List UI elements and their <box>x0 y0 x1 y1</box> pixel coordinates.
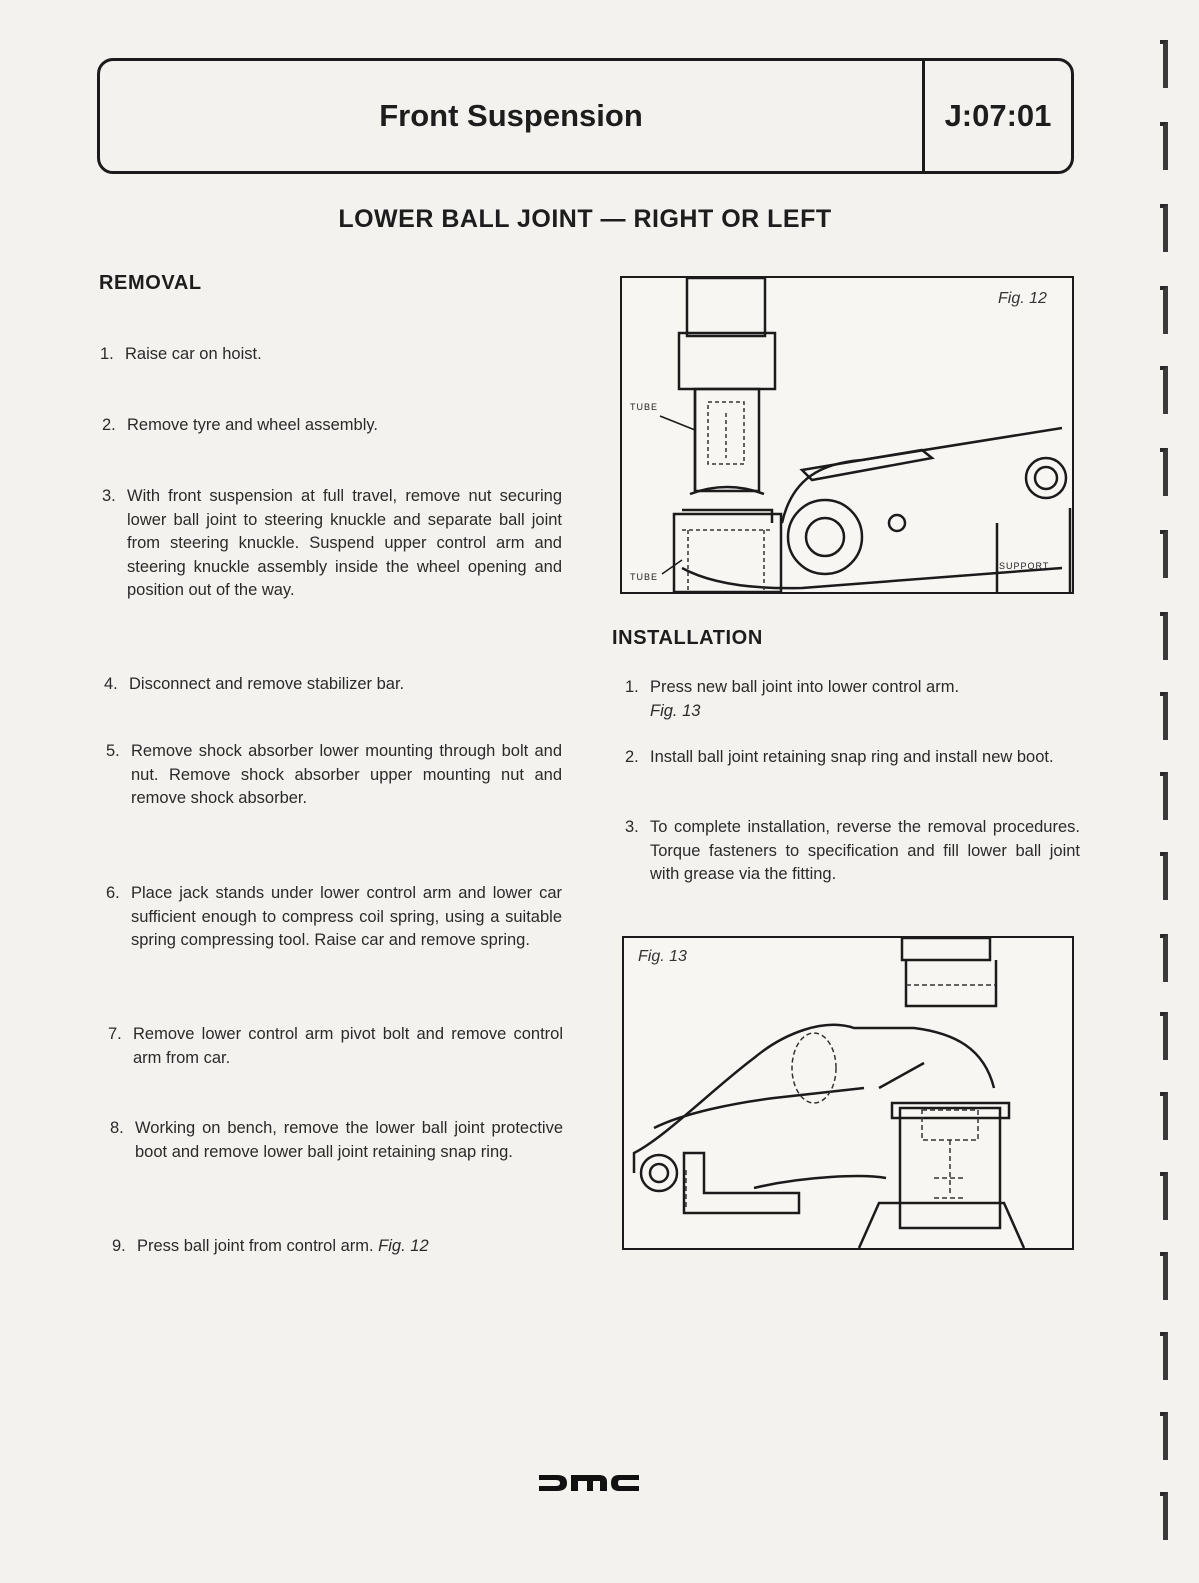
ball-joint-removal-illustration <box>622 278 1072 592</box>
step-text: Remove tyre and wheel assembly. <box>127 416 378 434</box>
binder-tab <box>1160 1412 1168 1460</box>
step-text: Raise car on hoist. <box>125 345 262 363</box>
binder-tab <box>1160 612 1168 660</box>
step-number: 1. <box>625 678 639 696</box>
step-text: Install ball joint retaining snap ring and install new boot. <box>650 748 1054 766</box>
step-text: To complete installation, reverse the removal procedures. Torque fasteners to specification and fill lower ball joint with grease via the fitting. <box>650 818 1080 883</box>
section-code: J:07:01 <box>944 98 1052 133</box>
binder-tab <box>1160 692 1168 740</box>
ball-joint-installation-illustration <box>624 938 1072 1248</box>
step-number: 8. <box>110 1119 124 1137</box>
binder-tab <box>1160 448 1168 496</box>
removal-step <box>108 1023 563 1070</box>
step-number: 7. <box>108 1025 122 1043</box>
binder-tab <box>1160 40 1168 88</box>
step-number: 3. <box>625 818 639 836</box>
installation-step <box>625 676 1080 723</box>
binder-tab <box>1160 1012 1168 1060</box>
step-number: 1. <box>100 345 114 363</box>
binder-tab <box>1160 1492 1168 1540</box>
binder-tab <box>1160 934 1168 982</box>
removal-step <box>100 343 562 367</box>
installation-step <box>625 746 1080 770</box>
figure-12 <box>620 276 1074 594</box>
binder-tab <box>1160 1172 1168 1220</box>
step-text: Working on bench, remove the lower ball joint protective boot and remove lower ball joint retaining snap ring. <box>135 1119 563 1161</box>
step-text: Place jack stands under lower control arm and lower car sufficient enough to compress coil spring, using a suitable spring compressing tool. Raise car and remove spring. <box>131 884 562 949</box>
removal-step <box>106 740 562 811</box>
binder-tab <box>1160 1332 1168 1380</box>
removal-step <box>102 414 562 438</box>
removal-step <box>112 1235 563 1259</box>
removal-step <box>106 882 562 953</box>
support-callout: SUPPORT <box>999 561 1050 571</box>
figure-13 <box>622 936 1074 1250</box>
binder-tab <box>1160 530 1168 578</box>
binder-tab <box>1160 204 1168 252</box>
step-text: Remove shock absorber lower mounting through bolt and nut. Remove shock absorber upper mounting nut and remove shock absorber. <box>131 742 562 807</box>
tube-callout: TUBE <box>630 402 659 412</box>
figure-reference: Fig. 12 <box>378 1237 429 1255</box>
step-number: 5. <box>106 742 120 760</box>
step-text: With front suspension at full travel, remove nut securing lower ball joint to steering knuckle and separate ball joint from steering knuckle. Suspend upper control arm and steering knuckle assembly inside the wheel opening and position out of the way. <box>127 487 562 599</box>
step-number: 9. <box>112 1237 126 1255</box>
step-text: Press ball joint from control arm. <box>137 1237 374 1255</box>
step-text: Remove lower control arm pivot bolt and remove control arm from car. <box>133 1025 563 1067</box>
step-number: 2. <box>102 416 116 434</box>
installation-title: INSTALLATION <box>612 627 763 649</box>
binder-tab <box>1160 1252 1168 1300</box>
dmc-logo <box>539 1472 639 1494</box>
removal-title: REMOVAL <box>99 272 202 294</box>
header-title: Front Suspension <box>379 98 643 133</box>
step-text: Press new ball joint into lower control arm. <box>650 678 960 696</box>
step-number: 6. <box>106 884 120 902</box>
step-text: Disconnect and remove stabilizer bar. <box>129 675 405 693</box>
installation-step <box>625 816 1080 887</box>
figure-reference: Fig. 13 <box>650 701 701 720</box>
removal-step <box>110 1117 563 1164</box>
removal-step <box>104 673 562 697</box>
tube-callout: TUBE <box>630 572 659 582</box>
binder-tab <box>1160 366 1168 414</box>
figure-label: Fig. 13 <box>638 948 687 965</box>
binder-tab <box>1160 852 1168 900</box>
binder-tab <box>1160 286 1168 334</box>
header-box <box>97 58 1074 174</box>
binder-tab <box>1160 122 1168 170</box>
binder-tab <box>1160 772 1168 820</box>
step-number: 4. <box>104 675 118 693</box>
figure-label: Fig. 12 <box>998 290 1047 307</box>
step-number: 2. <box>625 748 639 766</box>
page-heading: LOWER BALL JOINT — RIGHT OR LEFT <box>338 205 832 233</box>
step-number: 3. <box>102 487 116 505</box>
removal-step <box>102 485 562 603</box>
binder-tab <box>1160 1092 1168 1140</box>
